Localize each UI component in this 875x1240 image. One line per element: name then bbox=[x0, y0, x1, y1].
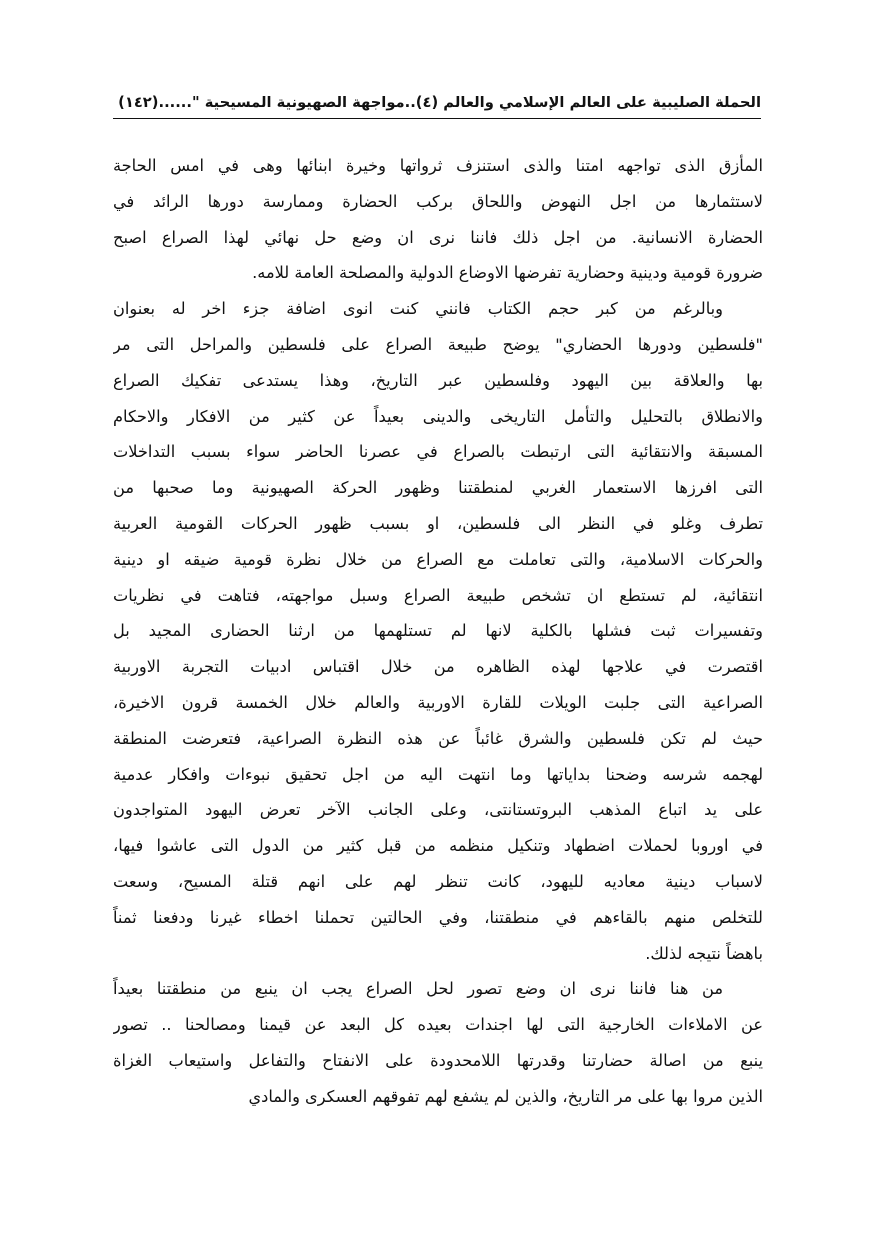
body-text bbox=[113, 148, 763, 1115]
text-line: لاسباب دينية معاديه لليهود، كانت تنظر لهم على انهم قتلة المسيح، وسعت bbox=[113, 871, 763, 891]
text-line: من هنا فاننا نرى ان وضع تصور لحل الصراع يجب ان ينبع من منطقتنا بعيداً bbox=[113, 979, 723, 999]
text-line: ينبع من اصالة حضارتنا وقدرتها اللامحدودة على الانفتاح والتفاعل واستيعاب الغزاة bbox=[113, 1050, 763, 1070]
text-line: عن الاملاءات الخارجية التى لها اجندات بعيده كل البعد عن قيمنا ومصالحنا .. تصور bbox=[113, 1015, 763, 1035]
paragraph bbox=[113, 291, 763, 971]
text-line: لهجمه شرسه وضحنا بداياتها وما انتهت اليه من اجل تحقيق نبوءات وافكار عدمية bbox=[113, 764, 763, 784]
text-line: وتفسيرات ثبت فشلها بالكلية لانها لم تستلهمها من ارثنا الحضارى المجيد بل bbox=[113, 621, 763, 641]
text-line: المسبقة والانتقائية التى ارتبطت بالصراع في عصرنا الحاضر سواء بسبب التداخلات bbox=[113, 442, 763, 462]
text-line: الذين مروا بها على مر التاريخ، والذين لم يشفع لهم تفوقهم العسكرى والمادي bbox=[248, 1086, 763, 1106]
text-line: للتخلص منهم بالقاءهم في منطقتنا، وفي الحالتين تحملنا اخطاء غيرنا ودفعنا ثمناً bbox=[113, 907, 763, 927]
text-line: على يد اتباع المذهب البروتستانتى، وعلى الجانب الآخر تعرض اليهود المتواجدون bbox=[113, 800, 763, 820]
text-line: انتقائية، لم تستطع ان تشخص طبيعة الصراع وسبل مواجهته، فتاهت في نظريات bbox=[113, 585, 763, 605]
text-line: اقتصرت في علاجها لهذه الظاهره من خلال اقتباس ادبيات التجربة الاوربية bbox=[113, 657, 763, 677]
text-line: الحضارة الانسانية. من اجل ذلك فاننا نرى ان وضع حل نهائي لهذا الصراع اصبح bbox=[113, 227, 763, 247]
paragraph bbox=[113, 971, 763, 1114]
text-line: لاستثمارها من اجل النهوض واللحاق بركب الحضارة وممارسة دورها الرائد في bbox=[113, 191, 763, 211]
running-header bbox=[113, 88, 761, 119]
text-line: والحركات الاسلامية، والتى تعاملت مع الصراع من خلال نظرة قومية ضيقه او دينية bbox=[113, 549, 763, 569]
text-line: التى افرزها الاستعمار الغربي لمنطقتنا وظهور الحركة الصهيونية وما صحبها من bbox=[113, 478, 763, 498]
text-line: وبالرغم من كبر حجم الكتاب فانني كنت انوى اضافة جزء اخر له بعنوان bbox=[113, 299, 723, 319]
text-line: تطرف وغلو في النظر الى فلسطين، او بسبب ظهور الحركات القومية العربية bbox=[113, 513, 763, 533]
text-line: "فلسطين ودورها الحضاري" يوضح طبيعة الصراع على فلسطين والمراحل التى مر bbox=[113, 334, 763, 354]
text-line: المأزق الذى تواجهه امتنا والذى استنزف ثرواتها وخيرة ابنائها وهى في امس الحاجة bbox=[113, 156, 763, 175]
text-line: باهضاً نتيجه لذلك. bbox=[645, 943, 763, 963]
text-line: في اوروبا لحملات اضطهاد وتنكيل منظمه من قبل كثير من الدول التى عاشوا فيها، bbox=[113, 836, 763, 856]
text-line: الصراعية التى جلبت الويلات للقارة الاوربية والعالم خلال الخمسة قرون الاخيرة، bbox=[113, 692, 763, 712]
paragraph bbox=[113, 148, 763, 291]
page-number: (١٤٢) bbox=[118, 94, 159, 111]
text-line: ضرورة قومية ودينية وحضارية تفرضها الاوضاع الدولية والمصلحة العامة للامه. bbox=[252, 263, 763, 283]
header-title: الحملة الصليبية على العالم الإسلامي والعالم (٤)..مواجهة الصهيونية المسيحية "...... bbox=[158, 94, 761, 111]
text-line: والانطلاق بالتحليل والتأمل التاريخى والدينى بعيداً عن كثير من الافكار والاحكام bbox=[113, 406, 763, 426]
text-line: حيث لم تكن فلسطين والشرق غائباً عن هذه النظرة الصراعية، فتعرضت المنطقة bbox=[113, 728, 763, 748]
text-line: بها والعلاقة بين اليهود وفلسطين عبر التاريخ، وهذا يستدعى تفكيك الصراع bbox=[113, 370, 763, 390]
